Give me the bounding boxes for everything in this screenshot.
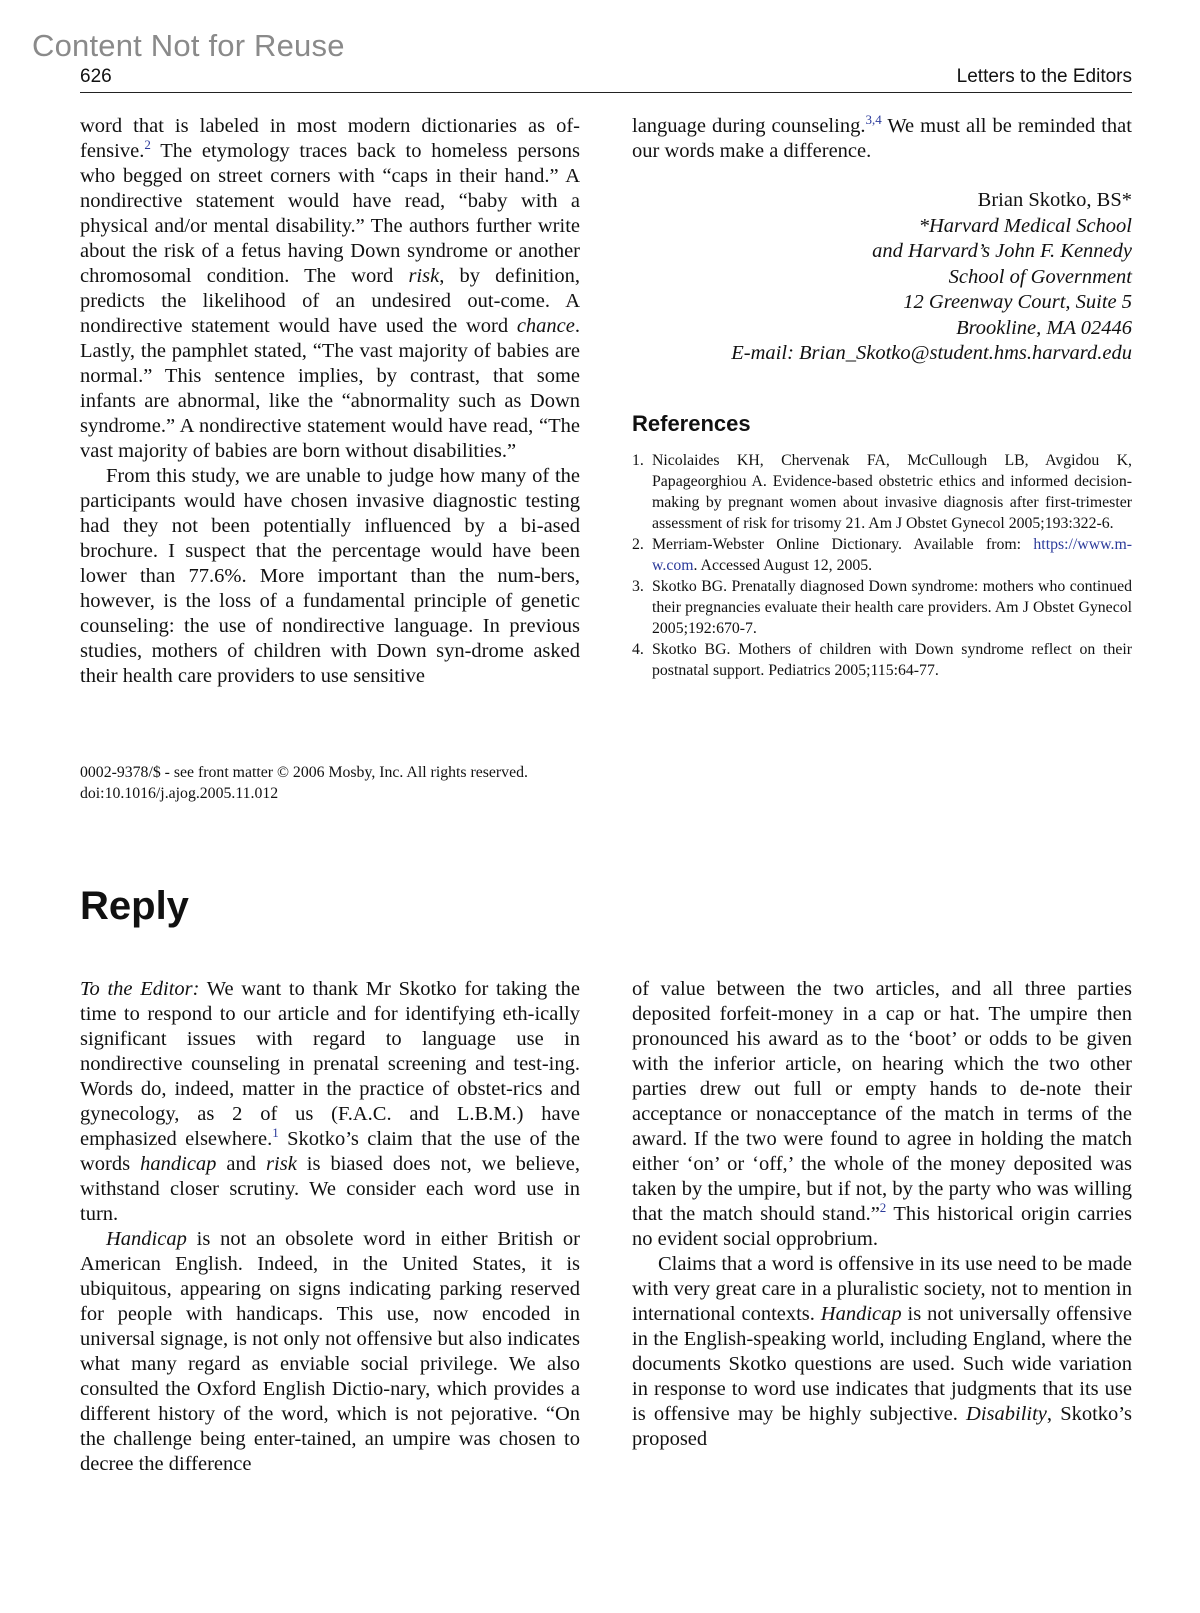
reference-text: Skotko BG. Mothers of children with Down syndrome reflect on their postnatal support. Pediatrics 2005;115:64-77.	[652, 640, 1132, 679]
letter-paragraph: word that is labeled in most modern dictionaries as of-fensive.$^2$ The etymology traces back to homeless persons who begged on street corners with “caps in their hand.” A nondirective statement would have read, “baby with a physical and/or mental disability.” The authors further write about the risk of a fetus having Down syndrome or another chromosomal condition. The word risk, by definition, predicts the likelihood of an undesired out-come. A nondirective statement would have used the word chance. Lastly, the pamphlet stated, “The vast majority of babies are normal.” This sentence implies, by contrast, that some infants are abnormal, like the “abnormality such as Down syndrome.” A nondirective statement would have read, “The vast majority of babies are born without disabilities.”	[80, 115, 580, 462]
author-address-line: 12 Greenway Court, Suite 5	[903, 291, 1132, 313]
reference-text: Nicolaides KH, Chervenak FA, McCullough LB, Avgidou K, Papageorghiou A. Evidence-based obstetric ethics and informed decision-making by pregnant women about invasive diagnosis after first-trimester assessment of risk for trisomy 21. Am J Obstet Gynecol 2005;193:322-6.	[652, 451, 1132, 532]
letter-right-column	[632, 114, 1132, 681]
author-affiliation-line: and Harvard’s John F. Kennedy	[872, 240, 1132, 262]
reply-left-column	[80, 977, 580, 1477]
author-email: E-mail: Brian_Skotko@student.hms.harvard.edu	[731, 342, 1132, 364]
reply-paragraph: To the Editor: We want to thank Mr Skotko for taking the time to respond to our article and for identifying eth-ically significant issues with regard to language use in nondirective counseling in prenatal screening and test-ing. Words do, indeed, matter in the practice of obstet-rics and gynecology, as 2 of us (F.A.C. and L.B.M.) have emphasized elsewhere.$^1$ Skotko’s claim that the use of the words handicap and risk is biased does not, we believe, withstand closer scrutiny. We consider each word use in turn.	[80, 978, 580, 1225]
running-header	[80, 64, 1132, 93]
citation-superscript: 2	[144, 137, 151, 153]
reference-item	[632, 534, 1132, 576]
reference-item	[632, 450, 1132, 534]
reference-text: Merriam-Webster Online Dictionary. Available from: https://www.m-w.com. Accessed August 12, 2005.	[652, 535, 1132, 574]
reference-item	[632, 576, 1132, 639]
copyright-line: 0002-9378/$ - see front matter © 2006 Mosby, Inc. All rights reserved.	[80, 764, 528, 781]
reference-number: 4.	[632, 640, 644, 658]
copyright-notice	[80, 762, 600, 804]
author-affiliation-line: School of Government	[948, 265, 1132, 288]
author-name: Brian Skotko, BS*	[977, 189, 1132, 211]
page-number: 626	[80, 66, 112, 87]
reply-heading: Reply	[80, 884, 189, 928]
letter-paragraph: From this study, we are unable to judge how many of the participants would have chosen invasive diagnostic testing had they not been potentially influenced by a bi-ased brochure. I suspect that the percentage would have been lower than 77.6%. More important than the num-bers, however, is the loss of a fundamental principle of genetic counseling: the use of nondirective language. In previous studies, mothers of children with Down syn-drome asked their health care providers to use sensitive	[80, 465, 580, 687]
section-title: Letters to the Editors	[956, 66, 1132, 87]
watermark: Content Not for Reuse	[32, 28, 345, 63]
reference-number: 2.	[632, 535, 644, 553]
reply-paragraph: Claims that a word is offensive in its use need to be made with very great care in a pluralistic society, not to mention in international contexts. Handicap is not universally offensive in the English-speaking world, including England, where the documents Skotko questions are used. Such wide variation in response to word use indicates that judgments that its use is offensive may be highly subjective. Disability, Skotko’s proposed	[632, 1253, 1132, 1450]
reference-link[interactable]: https://www.m-w.com	[652, 535, 1132, 574]
author-signature	[632, 188, 1132, 367]
reply-paragraph: of value between the two articles, and all three parties deposited forfeit-money in a cap or hat. The umpire then pronounced his award as to the ‘boot’ or odds to be given with the inferior article, on hearing which the two other parties drew out full or empty hands to de-note their acceptance or nonacceptance of the match in terms of the award. If the two were found to agree in holding the match either ‘on’ or ‘off,’ the whole of the money deposited was taken by the umpire, but if not, by the party who was willing that the match should stand.”$^2$ This historical origin carries no evident social opprobrium.	[632, 978, 1132, 1250]
letter-left-column	[80, 114, 580, 689]
reply-right-column	[632, 977, 1132, 1452]
references-list	[632, 450, 1132, 681]
reference-text: Skotko BG. Prenatally diagnosed Down syndrome: mothers who continued their pregnancies evaluate their health care providers. Am J Obstet Gynecol 2005;192:670-7.	[652, 577, 1132, 637]
references-heading: References	[632, 410, 751, 436]
doi-line: doi:10.1016/j.ajog.2005.11.012	[80, 785, 279, 802]
letter-paragraph: language during counseling.$^{3,4}$ We must all be reminded that our words make a difference.	[632, 112, 1132, 162]
author-address-line: Brookline, MA 02446	[956, 316, 1132, 339]
reference-number: 1.	[632, 451, 644, 469]
citation-superscript: 2	[879, 1200, 887, 1216]
citation-superscript: 3,4	[865, 112, 882, 128]
author-affiliation-line: *Harvard Medical School	[918, 214, 1132, 237]
citation-superscript: 1	[272, 1125, 279, 1141]
reference-item	[632, 639, 1132, 681]
reply-paragraph: Handicap is not an obsolete word in either British or American English. Indeed, in the United States, it is ubiquitous, appearing on signs indicating parking reserved for people with handicaps. This use, now encoded in universal signage, is not only not offensive but also indicates what many regard as enviable social privilege. We also consulted the Oxford English Dictio-nary, which provides a different history of the word, which is not pejorative. “On the challenge being enter-tained, an umpire was chosen to decree the difference	[80, 1228, 580, 1475]
reference-number: 3.	[632, 577, 644, 595]
